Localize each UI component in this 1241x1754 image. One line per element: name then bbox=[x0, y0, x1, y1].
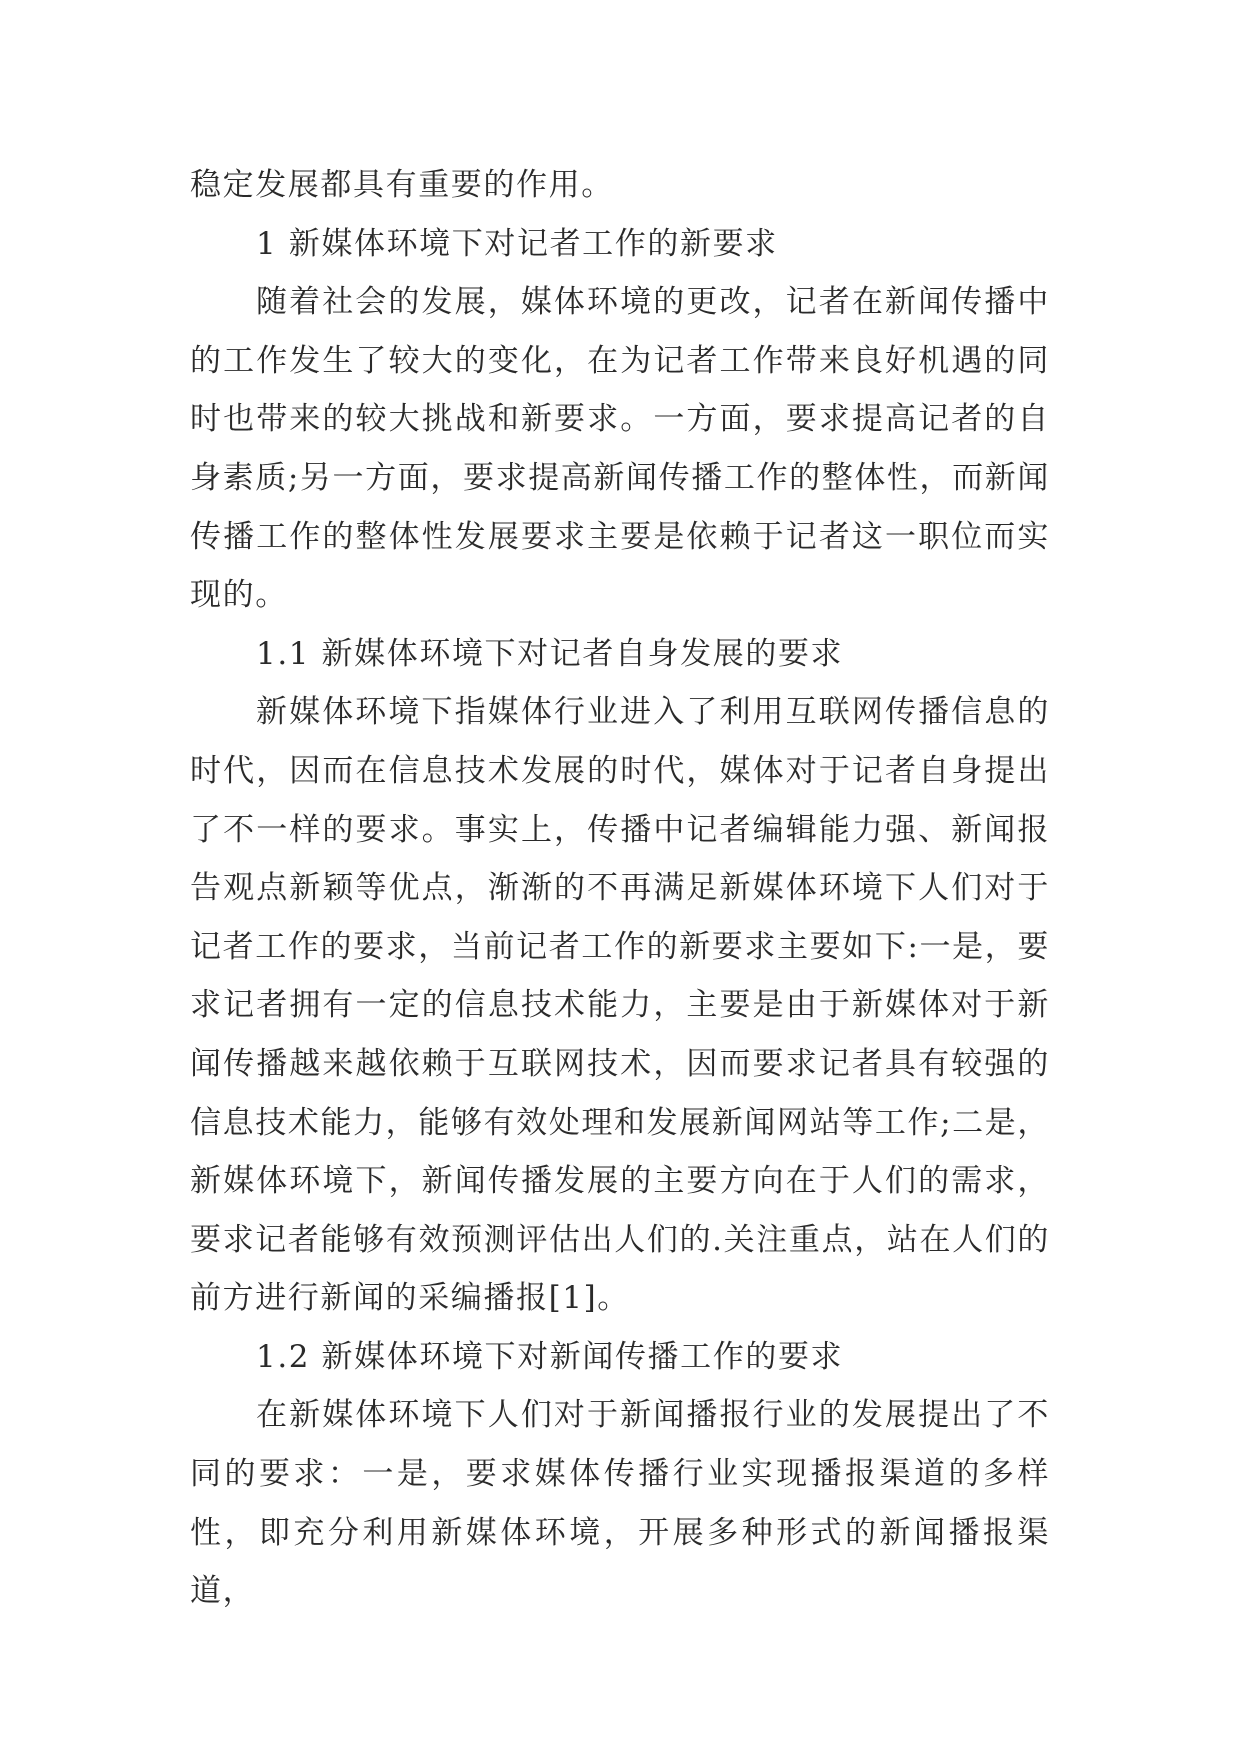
paragraph-3: 在新媒体环境下人们对于新闻播报行业的发展提出了不同的要求：一是，要求媒体传播行业实现播报渠道的多样性，即充分利用新媒体环境，开展多种形式的新闻播报渠道， bbox=[190, 1397, 1050, 1610]
paragraph-2: 新媒体环境下指媒体行业进入了利用互联网传播信息的时代，因而在信息技术发展的时代，媒体对于记者自身提出了不一样的要求。事实上，传播中记者编辑能力强、新闻报告观点新颖等优点，渐渐的不再满足新媒体环境下人们对于记者工作的要求，当前记者工作的新要求主要如下:一是，要求记者拥有一定的信息技术能力，主要是由于新媒体对于新闻传播越来越依赖于互联网技术，因而要求记者具有较强的信息技术能力，能够有效处理和发展新闻网站等工作;二是，新媒体环境下，新闻传播发展的主要方向在于人们的需求，要求记者能够有效预测评估出人们的.关注重点，站在人们的前方进行新闻的采编播报[1]。 bbox=[190, 694, 1050, 1317]
section-heading-1-2: 1.2 新媒体环境下对新闻传播工作的要求 bbox=[256, 1338, 844, 1375]
paragraph-continued: 稳定发展都具有重要的作用。 bbox=[190, 167, 614, 203]
section-heading-1-1: 1.1 新媒体环境下对记者自身发展的要求 bbox=[256, 635, 844, 672]
section-heading-1: 1 新媒体环境下对记者工作的新要求 bbox=[256, 225, 778, 262]
article-body bbox=[190, 156, 1050, 1621]
paragraph-1: 随着社会的发展，媒体环境的更改，记者在新闻传播中的工作发生了较大的变化，在为记者工作带来良好机遇的同时也带来的较大挑战和新要求。一方面，要求提高记者的自身素质;另一方面，要求提高新闻传播工作的整体性，而新闻传播工作的整体性发展要求主要是依赖于记者这一职位而实现的。 bbox=[190, 284, 1050, 614]
